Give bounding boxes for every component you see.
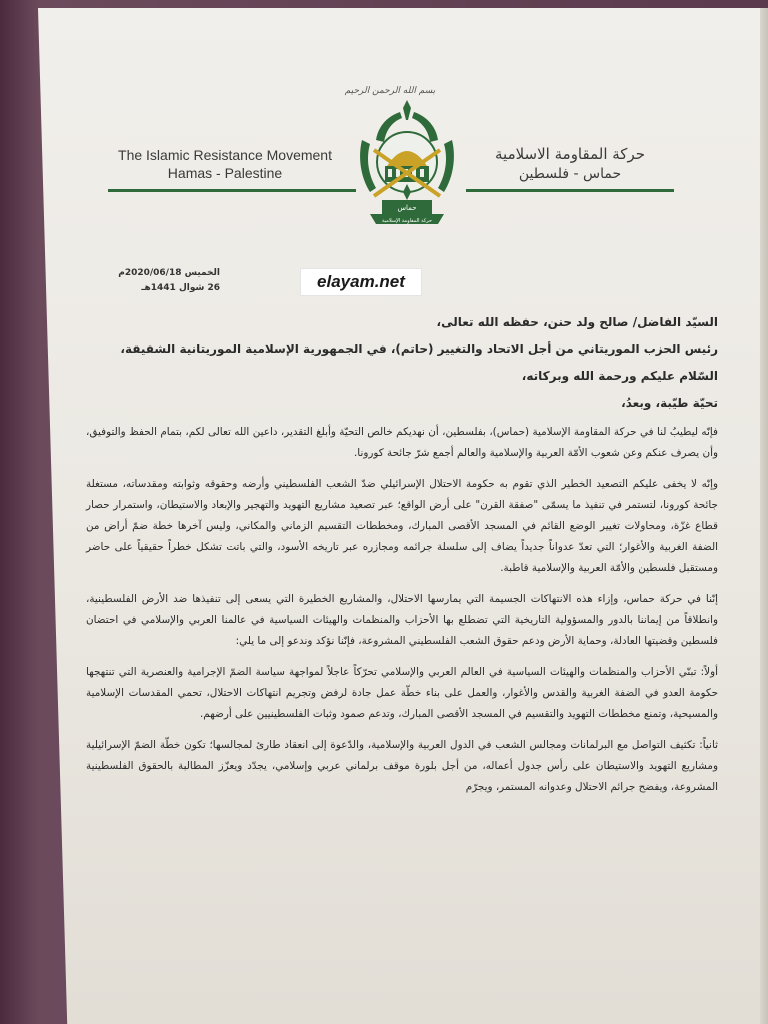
emblem-label: حماس (397, 204, 417, 212)
letter-body (86, 314, 718, 808)
gregorian-date: الخميس 2020/06/18م (118, 268, 220, 278)
header-rule-right (466, 189, 674, 192)
letter-date (100, 266, 220, 296)
salutation: السيّد الفاضل/ صالح ولد حنن، حفظه الله تعالى، (436, 315, 718, 329)
paragraph-escalation: وإنّه لا يخفى عليكم التصعيد الخطير الذي تقوم به حكومة الاحتلال الإسرائيلي ضدّ الشعب الفلسطيني وأرضه وحقوقه وثوابته ومقدساته، مستغلة جائحة كورونا، لتستمر في تنفيذ ما يسمّى "صفقة القرن" على أرض الواقع؛ عبر تصعيد مشاريع التهويد والتهجير والإبعاد والاستيطان، واستمرار حصار قطاع غزّة، ومحاولات تغيير الوضع القائم في المسجد الأقصى المبارك، ومخططات التقسيم الزماني والمكاني، وليس آخرها خطة ضمّ أراض من الضفة الغربية والأغوار؛ التي تعدّ عدواناً جديداً يضاف إلى سلسلة جرائمه ومجازره عبر تاريخه الأسود، والتي باتت تشكل خطراً حقيقياً على حاضر ومستقبل فلسطين والأمّة العربية والإسلامية قاطبة. (86, 478, 718, 574)
org-name-english-line1: The Islamic Resistance Movement (118, 147, 332, 163)
hijri-date: 26 شوال 1441هـ (141, 283, 220, 293)
greeting-continued: تحيّة طيّبة، وبعدُ، (621, 396, 718, 410)
basmala: بسم الله الرحمن الرحيم (344, 86, 436, 96)
header-rule-left (108, 189, 356, 192)
org-name-arabic-line2: حماس - فلسطين (518, 166, 622, 182)
org-name-arabic-line1: حركة المقاومة الاسلامية (495, 145, 645, 163)
greeting: السّلام عليكم ورحمة الله وبركاته، (521, 369, 718, 383)
recipient-title: رئيس الحزب الموريتاني من أجل الاتحاد والتغيير (حاتم)، في الجمهورية الإسلامية الموريتانية الشقيقة، (120, 342, 718, 356)
paragraph-intro: فإنّه ليطيبُ لنا في حركة المقاومة الإسلامية (حماس)، بفلسطين، أن نهديكم خالص التحيّة وأبلغ التقدير، داعين الله تعالى لكم، بتمام الحفظ والتوفيق، وأن يصرف عنكم وعن شعوب الأمّة العربية والإسلامية والعالم أجمع شرّ جائحة كورونا. (86, 426, 718, 459)
hamas-emblem-icon (348, 96, 466, 232)
paragraph-first-demand: أولاً: تبنّي الأحزاب والمنظمات والهيئات السياسية في العالم العربي والإسلامي تحرّكاً عاجلاً لمواجهة سياسة الضمّ الإجرامية والعنصرية التي تنتهجها حكومة العدو في الضفة الغربية والقدس والأغوار، والعمل على بناء خطّة عمل جادة لرفض وتجريم انتهاكات الاحتلال، تحمي المقدسات الإسلامية والمسيحية، وتمنع مخططات التهويد والتقسيم في المسجد الأقصى المبارك، وتدعم صمود وثبات الفلسطينيين على أرضهم. (86, 666, 718, 720)
paragraph-position: إنّنا في حركة حماس، وإزاء هذه الانتهاكات الجسيمة التي يمارسها الاحتلال، والمشاريع الخطيرة التي يسعى إلى تنفيذها ضد الأرض الفلسطينية، وانطلاقاً من إيماننا بالدور والمسؤولية التاريخية التي تضطلع بها الأحزاب والمنظمات والهيئات السياسية في عالمنا العربي والإسلامي في احتضان فلسطين وقضيتها العادلة، وحماية الأرض ودعم حقوق الشعب الفلسطيني المشروعة، فإنّنا نؤكد وندعو إلى ما يلي: (86, 593, 718, 647)
org-name-arabic (470, 144, 670, 184)
source-watermark: elayam.net (300, 268, 422, 296)
emblem-ribbon-text: حركة المقاومة الإسلامية (382, 218, 432, 224)
paper-stack-edge (760, 8, 768, 1024)
org-name-english-line2: Hamas - Palestine (167, 165, 283, 181)
org-name-english (110, 146, 340, 182)
paragraph-second-demand: ثانياً: تكثيف التواصل مع البرلمانات ومجالس الشعب في الدول العربية والإسلامية، والدّعوة إلى انعقاد طارئ لمجالسها؛ تكون خطّة الضمّ الإسرائيلية ومشاريع التهويد والاستيطان على رأس جدول أعماله، من أجل بلورة موقف برلماني عربي وإسلامي، يجدّد ويعزّز المطالبة بالحقوق الفلسطينية المشروعة، ويفضح جرائم الاحتلال وعدوانه المستمر، ويجرّم (86, 739, 718, 793)
